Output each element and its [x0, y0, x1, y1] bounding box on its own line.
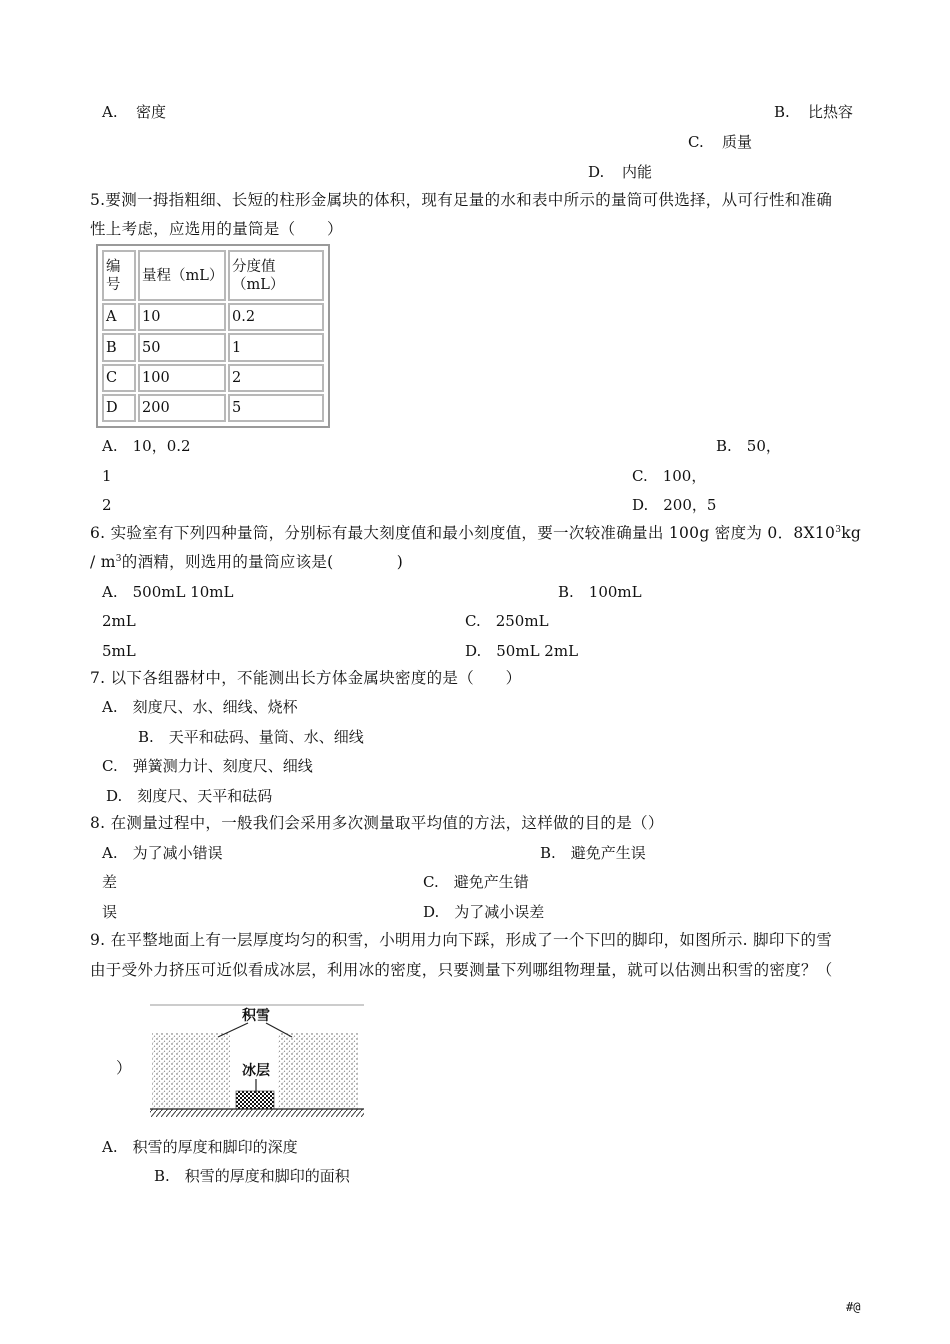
- table-row: [102, 303, 324, 331]
- q7-option-c: C. 弹簧测力计、刻度尺、细线: [102, 757, 313, 775]
- table-cell: 5: [228, 394, 324, 422]
- q9-option-b: B. 积雪的厚度和脚印的面积: [154, 1167, 350, 1185]
- q4-option-d: D. 内能: [588, 163, 653, 181]
- q6-stem-line1: 6. 实验室有下列四种量筒，分别标有最大刻度值和最小刻度值，要一次较准确量出 100g 密度为 0．$8X10^3kg$: [90, 524, 862, 542]
- q5-option-b-cont: 1: [102, 467, 112, 485]
- snow-block-right: [278, 1033, 358, 1109]
- q5-option-a: A. 10，0.2: [102, 437, 191, 455]
- table-cell: 200: [138, 394, 226, 422]
- q5-option-c-cont: 2: [102, 496, 112, 514]
- q8-option-d: D. 为了减小误差: [423, 903, 545, 921]
- q4-option-c: C. 质量: [688, 133, 753, 151]
- q6-stem-line2: / $m^3$的酒精，则选用的量筒应该是( ): [90, 553, 404, 571]
- q6-option-b-cont: 2mL: [102, 612, 136, 630]
- snow-label: 积雪: [242, 1007, 270, 1023]
- q8-option-c-cont: 误: [102, 903, 118, 921]
- q4-option-a: A. 密度: [102, 103, 167, 121]
- q8-option-a: A. 为了减小错误: [102, 844, 223, 862]
- q7-stem: 7. 以下各组器材中，不能测出长方体金属块密度的是（ ）: [90, 669, 522, 687]
- q5-option-b: B. 50，: [716, 437, 781, 455]
- cylinder-table: [96, 244, 330, 428]
- q9-stem-line1: 9. 在平整地面上有一层厚度均匀的积雪，小明用力向下踩，形成了一个下凹的脚印，如图所示. 脚印下的雪: [90, 931, 833, 949]
- table-cell: C: [102, 364, 136, 392]
- ice-label: 冰层: [242, 1062, 270, 1078]
- leader-line-left: [218, 1023, 248, 1037]
- q8-option-b-cont: 差: [102, 873, 118, 891]
- q6-option-a: A. 500mL 10mL: [102, 583, 234, 601]
- table-cell: 50: [138, 333, 226, 361]
- table-cell: 2: [228, 364, 324, 392]
- table-cell: 100: [138, 364, 226, 392]
- snow-block-left: [152, 1033, 230, 1109]
- q9-stem-line3: ）: [116, 1059, 132, 1077]
- ground-hatch: [150, 1109, 364, 1117]
- table-row: [102, 364, 324, 392]
- page-footer-mark: #@: [846, 1300, 861, 1314]
- ice-layer: [236, 1091, 274, 1109]
- q8-option-c: C. 避免产生错: [423, 873, 529, 891]
- q9-stem-line2: 由于受外力挤压可近似看成冰层，利用冰的密度，只要测量下列哪组物理量，就可以估测出积雪的密度？（: [90, 961, 833, 979]
- table-row: [102, 394, 324, 422]
- q5-option-c: C. 100，: [632, 467, 707, 485]
- table-row: [102, 333, 324, 361]
- table-cell: A: [102, 303, 136, 331]
- q5-stem-line2: 性上考虑，应选用的量筒是（ ）: [90, 220, 343, 238]
- q6-option-c: C. 250mL: [465, 612, 549, 630]
- q8-stem: 8. 在测量过程中，一般我们会采用多次测量取平均值的方法，这样做的目的是（）: [90, 814, 664, 832]
- q7-option-b: B. 天平和砝码、量筒、水、细线: [138, 728, 364, 746]
- q4-option-b: B. 比热容: [774, 103, 854, 121]
- table-cell: 0.2: [228, 303, 324, 331]
- q7-option-d: D. 刻度尺、天平和砝码: [106, 787, 273, 805]
- table-cell: 1: [228, 333, 324, 361]
- q6-option-d: D. 50mL 2mL: [465, 642, 579, 660]
- q5-stem-line1: 5.要测一拇指粗细、长短的柱形金属块的体积，现有足量的水和表中所示的量筒可供选择，从可行性和准确: [90, 191, 833, 209]
- table-header-cell: 分度值（mL）: [228, 250, 324, 301]
- q6-option-b: B. 100mL: [558, 583, 642, 601]
- table-cell: 10: [138, 303, 226, 331]
- q8-option-b: B. 避免产生误: [540, 844, 646, 862]
- q9-option-a: A. 积雪的厚度和脚印的深度: [102, 1138, 298, 1156]
- table-header-cell: 编号: [102, 250, 136, 301]
- snow-footprint-figure: [146, 1003, 366, 1123]
- table-cell: B: [102, 333, 136, 361]
- q6-option-c-cont: 5mL: [102, 642, 136, 660]
- table-header-row: [102, 250, 324, 301]
- q7-option-a: A. 刻度尺、水、细线、烧杯: [102, 698, 298, 716]
- q5-option-d: D. 200，5: [632, 496, 717, 514]
- table-cell: D: [102, 394, 136, 422]
- table-header-cell: 量程（mL）: [138, 250, 226, 301]
